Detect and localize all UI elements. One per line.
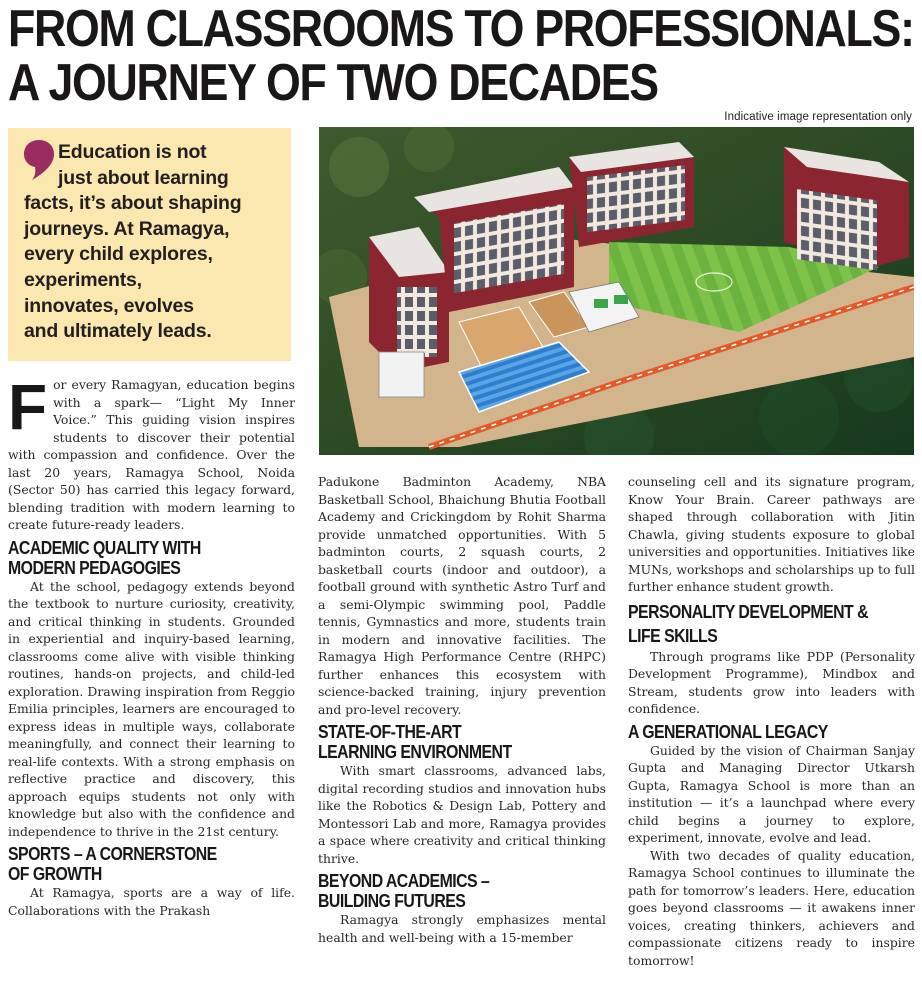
section-paragraph-continued: Padukone Badminton Academy, NBA Basketball School, Bhaichung Bhutia Football Academy and Crickingdom by Rohit Sharma provide unmatched opportunities. With 5 badminton courts, 2 squash courts, 2 basketball courts (indoor and outdoor), a football ground with synthetic Astro Turf and a semi-Olympic swimming pool, Paddle tennis, Gymnastics and more, students train in modern and innovative facilities. The Ramagya High Performance Centre (RHPC) further enhances this ecosystem with science-backed training, injury prevention and pro-level recovery. [318,474,606,717]
section-paragraph: Guided by the vision of Chairman Sanjay Gupta and Managing Director Utkarsh Gupta, Ramagya School is more than an institution — it’s a launchpad where every child begins a journey to explore, experiment, innovate, evolve and lead. [628,742,915,845]
pull-quote-line: and ultimately leads. [24,320,212,343]
section-paragraph: At Ramagya, sports are a way of life. Collaborations with the Prakash [8,885,295,918]
section-heading-beyond-academics [318,871,606,911]
heading-line: MODERN PEDAGOGIES [8,557,181,578]
headline-line-1: FROM CLASSROOMS TO PROFESSIONALS: [8,0,914,58]
intro-text: or every Ramagyan, education begins with a spark— “Light My Inner Voice.” This guiding vision inspires students to discover their potential with compassion and confidence. Over the last 20 years, Ramagya School, Noida (Sector 50) has carried this legacy forward, blending tradition with modern learning to create future-ready leaders. [8,377,295,532]
heading-line: OF GROWTH [8,864,102,884]
heading-line: LIFE SKILLS [628,625,718,646]
pull-quote [8,128,291,361]
pull-quote-line: experiments, [24,268,142,291]
article-column-2 [318,473,606,946]
section-heading-academic [8,538,295,578]
section-paragraph-continued: counseling cell and its signature program, Know Your Brain. Career pathways are shaped through collaboration with Jitin Chawla, giving students exposure to global universities and opportunities. Initiatives like MUNs, workshops and scholarships up to full further enhance student growth. [628,474,915,594]
pull-quote-line: every child explores, [24,243,213,266]
campus-illustration [319,127,914,455]
pull-quote-line: innovates, evolves [24,294,194,317]
pull-quote-line: Education is not [58,141,207,163]
heading-line: BEYOND ACADEMICS – [318,871,490,891]
headline-line-2: A JOURNEY OF TWO DECADES [8,54,658,112]
heading-line: ACADEMIC QUALITY WITH [8,537,201,558]
section-heading-learning-environment [318,722,606,762]
dropcap: F [8,371,48,443]
article-column-3 [628,473,915,969]
section-heading-personality [628,600,915,648]
heading-line: STATE-OF-THE-ART [318,722,462,742]
pull-quote-line: just about learning [58,166,229,189]
section-heading-sports [8,844,295,884]
section-paragraph: Ramagya strongly emphasizes mental health and well-being with a 15-member [318,912,606,945]
campus-aerial-image [319,127,914,455]
section-paragraph: Through programs like PDP (Personality Development Programme), Mindbox and Stream, students grow into leaders with confidence. [628,648,915,716]
section-heading-legacy [628,722,915,742]
headline [8,0,914,112]
heading-line: SPORTS – A CORNERSTONE [8,844,217,864]
heading-line: BUILDING FUTURES [318,891,466,911]
heading-line: A GENERATIONAL LEGACY [628,721,828,742]
section-paragraph: With smart classrooms, advanced labs, digital recording studios and innovation hubs like the Robotics & Design Lab, Pottery and Montessori Lab and more, Ramagya provides a space where creativity and critical thinking thrive. [318,763,606,866]
section-paragraph: At the school, pedagogy extends beyond the textbook to nurture curiosity, creativity, and critical thinking in students. Grounded in experiential and inquiry-based learning, classrooms come alive with visible thinking routines, hands-on projects, and child-led exploration. Drawing inspiration from Reggio Emilia principles, learners are encouraged to express ideas in multiple ways, collaborate meaningfully, and connect their learning to real-life contexts. With a strong emphasis on reflective practice and discovery, this approach equips students not only with knowledge but also with the confidence and independence to thrive in the 21st century. [8,578,295,839]
article-column-1 [8,371,295,919]
image-caption: Indicative image representation only [724,111,912,123]
heading-line: PERSONALITY DEVELOPMENT & [628,601,868,622]
intro-paragraph [8,371,295,534]
pull-quote-line: facts, it’s about shaping [24,192,242,215]
pull-quote-line: journeys. At Ramagya, [24,217,230,240]
heading-line: LEARNING ENVIRONMENT [318,742,512,762]
section-paragraph: With two decades of quality education, Ramagya School continues to illuminate the path for tomorrow’s leaders. Here, education goes beyond classrooms — it awakens inner voices, creating thinkers, achievers and compassionate citizens ready to inspire tomorrow! [628,847,915,968]
